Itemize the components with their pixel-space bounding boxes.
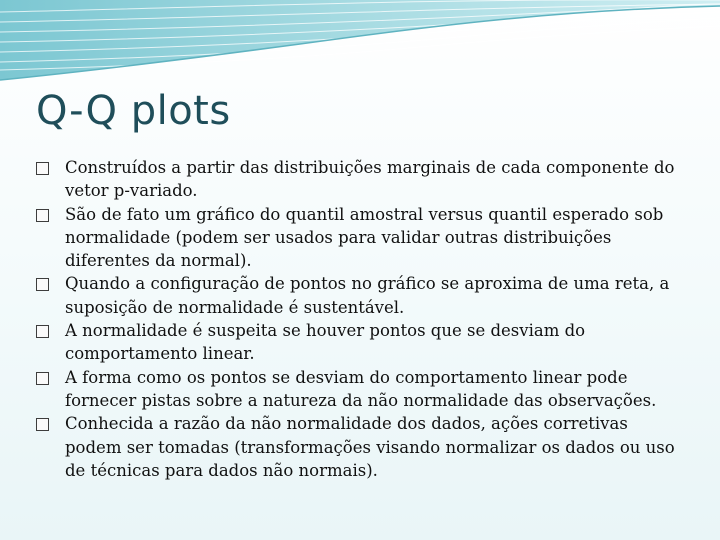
header-wave-decoration (0, 0, 720, 90)
bullet-item (36, 412, 686, 482)
bullet-square-icon (36, 162, 49, 175)
bullet-item (36, 203, 686, 273)
bullet-square-icon (36, 325, 49, 338)
bullet-item (36, 319, 686, 366)
bullet-text: A forma como os pontos se desviam do comportamento linear pode fornecer pistas sobre a natureza da não normalidade das observações. (65, 367, 657, 410)
bullet-square-icon (36, 372, 49, 385)
bullet-item (36, 156, 686, 203)
bullet-text: São de fato um gráfico do quantil amostral versus quantil esperado sob normalidade (podem ser usados para validar outras distribuições diferentes da normal). (65, 204, 664, 271)
bullet-text: Quando a configuração de pontos no gráfico se aproxima de uma reta, a suposição de normalidade é sustentável. (65, 274, 670, 317)
bullet-item (36, 366, 686, 413)
bullet-square-icon (36, 209, 49, 222)
bullet-square-icon (36, 278, 49, 291)
bullet-item (36, 272, 686, 319)
bullet-text: Construídos a partir das distribuições marginais de cada componente do vetor p-variado. (65, 158, 675, 201)
slide-title: Q-Q plots (36, 88, 231, 134)
bullet-list (36, 156, 686, 482)
bullet-text: A normalidade é suspeita se houver pontos que se desviam do comportamento linear. (65, 321, 586, 364)
bullet-square-icon (36, 418, 49, 431)
bullet-text: Conhecida a razão da não normalidade dos dados, ações corretivas podem ser tomadas (transformações visando normalizar os dados ou uso de técnicas para dados não normais). (65, 414, 675, 480)
